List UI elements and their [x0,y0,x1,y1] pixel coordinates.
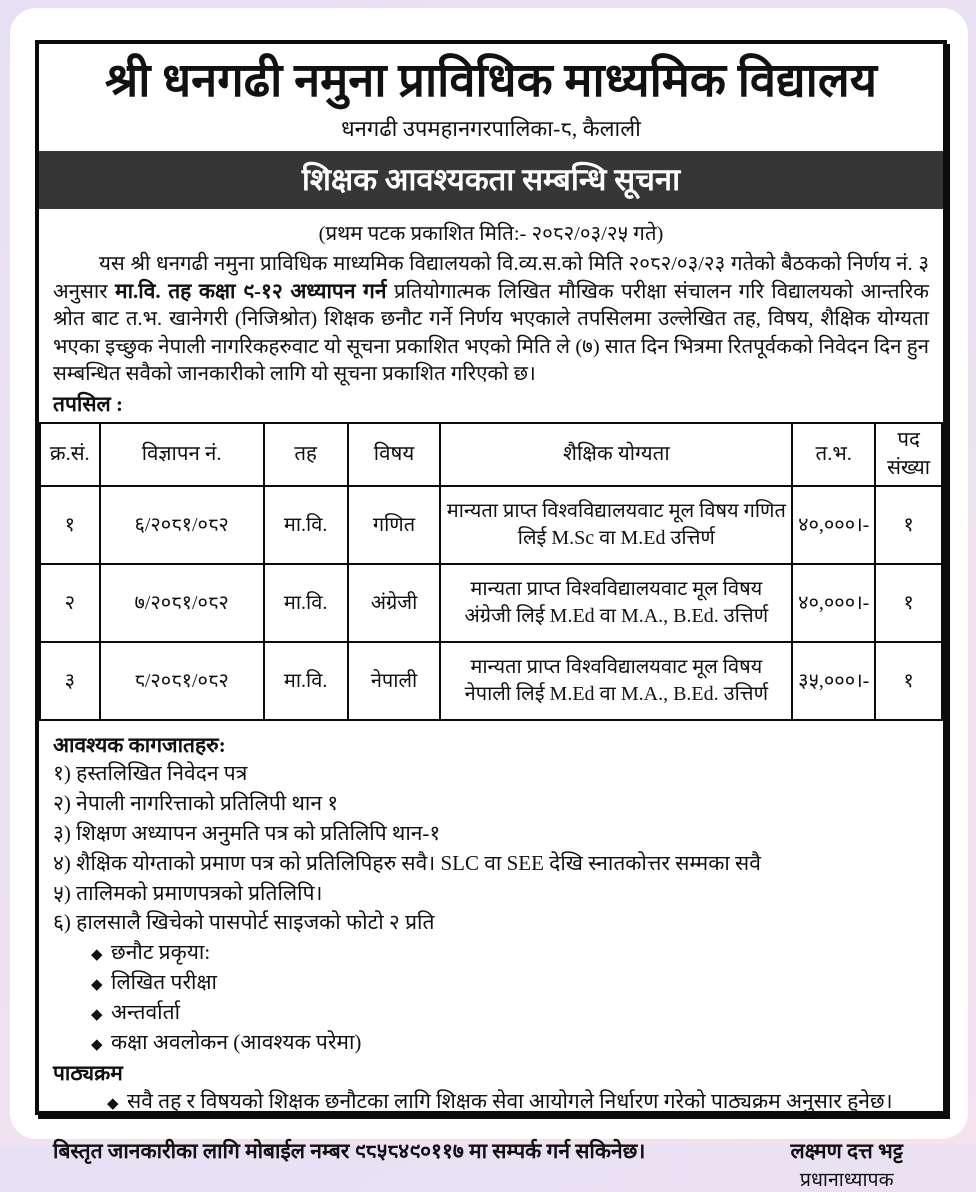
cell-level: मा.वि. [264,642,348,720]
curriculum-heading: पाठ्यक्रम [53,1061,123,1086]
cell-salary: ४०,०००।- [792,486,875,564]
contact-info-line: बिस्तृत जानकारीका लागि मोबाईल नम्बर ९८५८४९०११७ मा सम्पर्क गर्न सकिनेछ। [53,1139,646,1164]
document-item: ४) शैक्षिक योग्ताको प्रमाण पत्र को प्रतिलिपिहरु सवै। SLC वा SEE देखि स्नातकोत्तर सम्मका सवै [53,850,761,875]
signatory-name: लक्ष्मण दत्त भट्ट [790,1139,903,1164]
col-header-level: तह [264,423,348,486]
signatory-title: प्रधानाध्यापक [799,1170,894,1192]
cell-positions: १ [875,642,942,720]
curriculum-bullet-item [39,1087,943,1117]
col-header-subject: विषय [348,423,441,486]
vacancy-table [39,422,943,721]
document-item: ६) हालसालै खिचेको पासपोर्ट साइजको फोटो २ प्रति [53,910,435,935]
table-row [40,564,942,642]
required-documents-heading: आवश्यक कागजातहरु: [53,733,226,758]
cell-salary: ४०,०००।- [792,564,875,642]
selection-bullet-label: छनौट प्रकृया: [111,940,211,965]
body-text-bold: मा.वि. तह कक्षा ९-१२ अध्यापन गर्न [115,279,387,303]
curriculum-bullet-label: सवै तह र विषयको शिक्षक छनौटका लागि शिक्षक सेवा आयोगले निर्धारण गरेको पाठ्यक्रम अनुसार हुनेछ। [127,1089,893,1114]
cell-qualification: मान्यता प्राप्त विश्वविद्यालयवाट मूल विषय अंग्रेजी लिई M.Ed वा M.A., B.Ed. उत्तिर्ण [440,564,792,642]
table-row [40,642,942,720]
cell-subject: नेपाली [348,642,441,720]
document-item: २) नेपाली नागरित्ताको प्रतिलिपी थान १ [53,791,339,816]
selection-bullet-item [39,998,943,1028]
cell-advert-no: ६/२०८१/०८२ [100,486,264,564]
col-header-advert-no: विज्ञापन नं. [100,423,264,486]
col-header-salary: त.भ. [792,423,875,486]
diamond-bullet-icon: ◆ [91,947,103,964]
cell-serial: २ [40,564,100,642]
table-header-row [40,423,942,486]
cell-advert-no: ८/२०८१/०८२ [100,642,264,720]
body-text-pre: यस श्री धनगढी नमुना प्राविधिक माध्यमिक विद्यालयको वि.व्य.स.को मिति २०८२/०३/२३ गतेको बैठकको निर्णय नं. ३ अनुसार [53,252,929,303]
document-item: ५) तालिमको प्रमाणपत्रको प्रतिलिपि। [53,880,323,905]
selection-bullet-label: कक्षा अवलोकन (आवश्यक परेमा) [111,1029,362,1054]
body-text-post: प्रतियोगात्मक लिखित मौखिक परीक्षा संचालन गरि विद्यालयको आन्तरिक श्रोत बाट त.भ. खानेगरी (निजिश्रोत) शिक्षक छनौट गर्ने निर्णय भएकाले तपसिलमा उल्लेखित तह, विषय, शैक्षिक योग्यता भएका इच्छुक नेपाली नागरिकहरुवाट यो सूचना प्रकाशित भएको मिति ले (७) सात दिन भित्रमा रितपूर्वकको निवेदन दिन हुन सम्बन्धित सवैको जानकारीको लागि यो सूचना प्रकाशित गरिएको छ। [53,281,929,385]
tapsil-label: तपसिल : [53,392,124,416]
cell-qualification: मान्यता प्राप्त विश्वविद्यालयवाट मूल विषय नेपाली लिई M.Ed वा M.A., B.Ed. उत्तिर्ण [440,642,792,720]
cell-subject: अंग्रेजी [348,564,441,642]
document-item: १) हस्तलिखित निवेदन पत्र [53,761,248,786]
school-name-title: श्री धनगढी नमुना प्राविधिक माध्यमिक विद्यालय [105,55,877,107]
notice-banner-title: शिक्षक आवश्यकता सम्बन्धि सूचना [39,151,943,209]
cell-serial: ३ [40,642,100,720]
publish-date-line: (प्रथम पटक प्रकाशित मिति:- २०८२/०३/२५ गते) [318,222,664,245]
cell-level: मा.वि. [264,486,348,564]
selection-bullet-item [39,1028,943,1058]
cell-advert-no: ७/२०८१/०८२ [100,564,264,642]
signature-block [790,1137,903,1192]
selection-bullet-item [39,968,943,998]
cell-salary: ३५,०००।- [792,642,875,720]
cell-serial: १ [40,486,100,564]
diamond-bullet-icon: ◆ [91,1036,103,1053]
cell-level: मा.वि. [264,564,348,642]
paper-card [10,8,968,1192]
document-item: ३) शिक्षण अध्यापन अनुमति पत्र को प्रतिलिपि थान-१ [53,820,441,845]
table-row [40,486,942,564]
col-header-positions: पद संख्या [875,423,942,486]
col-header-serial: क्र.सं. [40,423,100,486]
diamond-bullet-icon: ◆ [91,977,103,994]
selection-bullet-item [39,938,943,968]
notice-footer [39,1137,943,1192]
diamond-bullet-icon: ◆ [107,1096,119,1113]
selection-bullet-label: लिखित परीक्षा [111,970,217,995]
diamond-bullet-icon: ◆ [91,1006,103,1023]
cell-subject: गणित [348,486,441,564]
cell-positions: १ [875,486,942,564]
selection-bullet-label: अन्तर्वार्ता [111,999,181,1024]
school-address: धनगढी उपमहानगरपालिका-८, कैलाली [341,115,641,141]
col-header-qualification: शैक्षिक योग्यता [440,423,792,486]
notice-body-paragraph [39,251,943,388]
cell-qualification: मान्यता प्राप्त विश्वविद्यालयवाट मूल विषय गणित लिई M.Sc वा M.Ed उत्तिर्ण [440,486,792,564]
cell-positions: १ [875,564,942,642]
notice-border-frame [35,40,947,1192]
